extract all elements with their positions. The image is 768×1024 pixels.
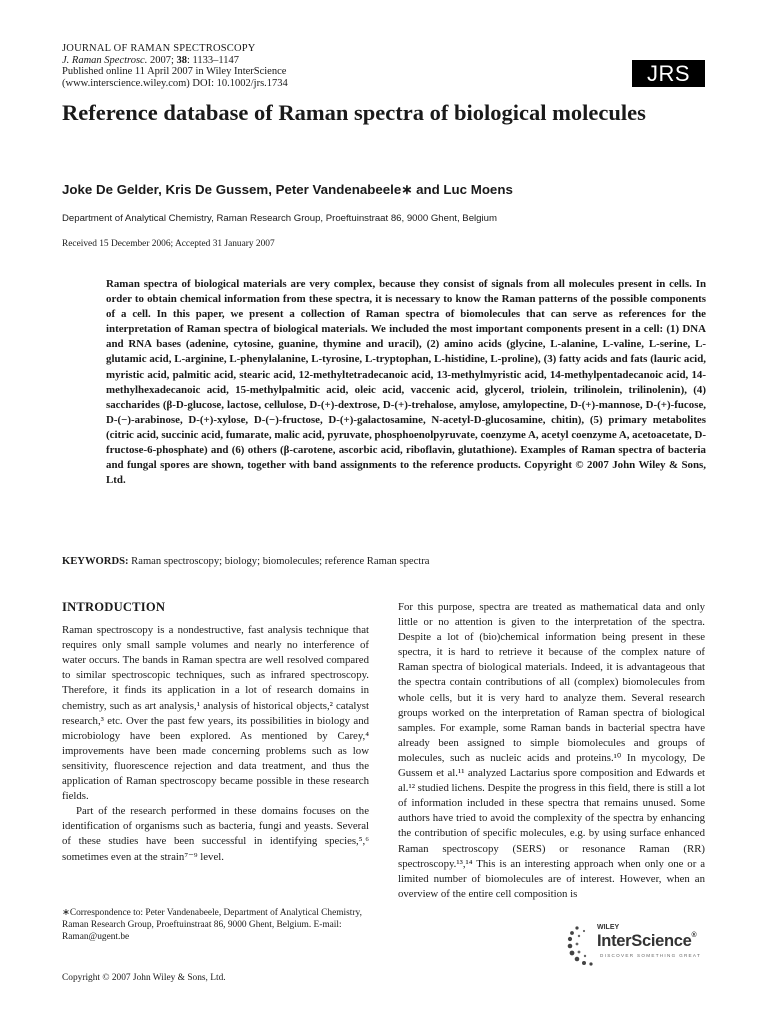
intro-paragraph-right: For this purpose, spectra are treated as mathematical data and only little or no attention is given to the interpretation of the spectra. Despite a lot of (bio)chemical information being present in these spectra, it is hard to retrieve it because of the complex nature of Raman spectra of biological materials. Indeed, it is advantageous that the spectra contain contributions of all (complex) biomolecules from whole cells, but it is very hard to analyze them. Several research groups worked on the interpretation of Raman spectra of biological samples. For example, some Raman bands in bacterial spectra have already been assigned to simple biomolecules and groups of molecules, such as nucleic acids and proteins.¹⁰ In mycology, De Gussem et al.¹¹ analyzed Lactarius spore composition and Edwards et al.¹² studied lichens. Despite the progress in this field, there is still a lot of information included in these spectra that remains unused. Some authors have tried to avoid the complexity of the spectra by enhancing the contribution of specific molecules, e.g. by using surface enhanced Raman spectroscopy (SERS) or resonance Raman (RR) spectroscopy.¹³,¹⁴ This is an interesting approach when only one or a limited number of biomolecules are of interest. However, when an overview of the entire cell composition is	[398, 601, 705, 900]
intro-paragraph-2: Part of the research performed in these domains focuses on the identification of organisms such as bacteria, fungi and yeasts. Several of these studies have been successful in identifying species,⁵,⁶ sometimes even at the strain⁷⁻⁹ level.	[62, 805, 369, 863]
keywords-label: KEYWORDS:	[62, 556, 129, 567]
intro-paragraph-1: Raman spectroscopy is a nondestructive, fast analysis technique that requires only small sample volumes and nearly no interference of water occurs. The bands in Raman spectra are well resolved compared to similar spectroscopic techniques, such as infrared spectroscopy. Therefore, it finds its application in a lot of research domains in chemistry, such as art analysis,¹ analysis of historical objects,² catalyst research,³ etc. Over the past few years, its possibilities in biology and microbiology have been explored. As mentioned by Carey,⁴ improvements have been made concerning problems such as low sensitivity, fluorescence rejection and data treatment, and thus the application of Raman spectroscopy became possible in these research fields.	[62, 624, 369, 803]
journal-header	[62, 43, 402, 89]
left-column	[62, 600, 369, 865]
citation: J. Raman Spectrosc. 2007; 38: 1133–1147	[62, 54, 240, 66]
keywords	[62, 556, 429, 567]
copyright-line: Copyright © 2007 John Wiley & Sons, Ltd.	[62, 973, 226, 983]
affiliation: Department of Analytical Chemistry, Raman Research Group, Proeftuinstraat 86, 9000 Ghent, Belgium	[62, 213, 497, 224]
paper-title: Reference database of Raman spectra of biological molecules	[62, 100, 646, 125]
logo-name: InterScience®	[597, 932, 697, 950]
logo-wiley-text: WILEY	[597, 924, 620, 931]
logo-tagline: DISCOVER SOMETHING GREAT	[600, 953, 702, 958]
right-column	[398, 600, 705, 902]
correspondence-footnote: ∗Correspondence to: Peter Vandenabeele, Department of Analytical Chemistry, Raman Research Group, Proeftuinstraat 86, 9000 Ghent, Belgium. E-mail: Raman@ugent.be	[62, 908, 362, 942]
doi-line: (www.interscience.wiley.com) DOI: 10.1002/jrs.1734	[62, 77, 288, 89]
published-line: Published online 11 April 2007 in Wiley InterScience	[62, 66, 287, 78]
journal-badge: JRS	[632, 60, 705, 87]
wiley-interscience-logo	[567, 922, 717, 978]
received-dates: Received 15 December 2006; Accepted 31 January 2007	[62, 239, 275, 249]
author-list: Joke De Gelder, Kris De Gussem, Peter Vandenabeele∗ and Luc Moens	[62, 182, 513, 197]
journal-name: JOURNAL OF RAMAN SPECTROSCOPY	[62, 43, 256, 54]
abstract: Raman spectra of biological materials are very complex, because they consist of signals from all molecules present in cells. In order to obtain chemical information from these spectra, it is necessary to know the Raman patterns of the possible components of a cell. In this paper, we present a collection of Raman spectra of biomolecules that can serve as references for the interpretation of Raman spectra of biological materials. We included the most important components present in a cell: (1) DNA and RNA bases (adenine, cytosine, guanine, thymine and uracil), (2) amino acids (glycine, L-alanine, L-valine, L-serine, L-glutamic acid, L-arginine, L-phenylalanine, L-tyrosine, L-tryptophan, L-histidine, L-proline), (3) fatty acids and fats (lauric acid, myristic acid, palmitic acid, stearic acid, 12-methyltetradecanoic acid, 13-methylmyristic acid, 14-methylpentadecanoic acid, 14-methylhexadecanoic acid, 15-methylpalmitic acid, oleic acid, vaccenic acid, glycerol, triolein, trilinolein, trilinolenin), (4) saccharides (β-D-glucose, lactose, cellulose, D-(+)-dextrose, D-(+)-trehalose, amylose, amylopectine, D-(+)-mannose, D-(+)-fucose, D-(−)-arabinose, D-(+)-xylose, D-(−)-fructose, D-(+)-galactosamine, N-acetyl-D-glucosamine, chitin), (5) primary metabolites (citric acid, succinic acid, fumarate, malic acid, pyruvate, phosphoenolpyruvate, coenzyme A, acetyl coenzyme A, acetoacetate, D-fructose-6-phosphate) and (6) others (β-carotene, ascorbic acid, riboflavin, glutathione). Examples of Raman spectra of bacteria and fungal spores are shown, together with band assignments to the reference products. Copyright © 2007 John Wiley & Sons, Ltd.	[106, 278, 706, 487]
keywords-text: Raman spectroscopy; biology; biomolecules; reference Raman spectra	[131, 556, 430, 567]
section-heading-introduction: INTRODUCTION	[62, 600, 166, 614]
logo-dots-icon	[567, 922, 597, 967]
